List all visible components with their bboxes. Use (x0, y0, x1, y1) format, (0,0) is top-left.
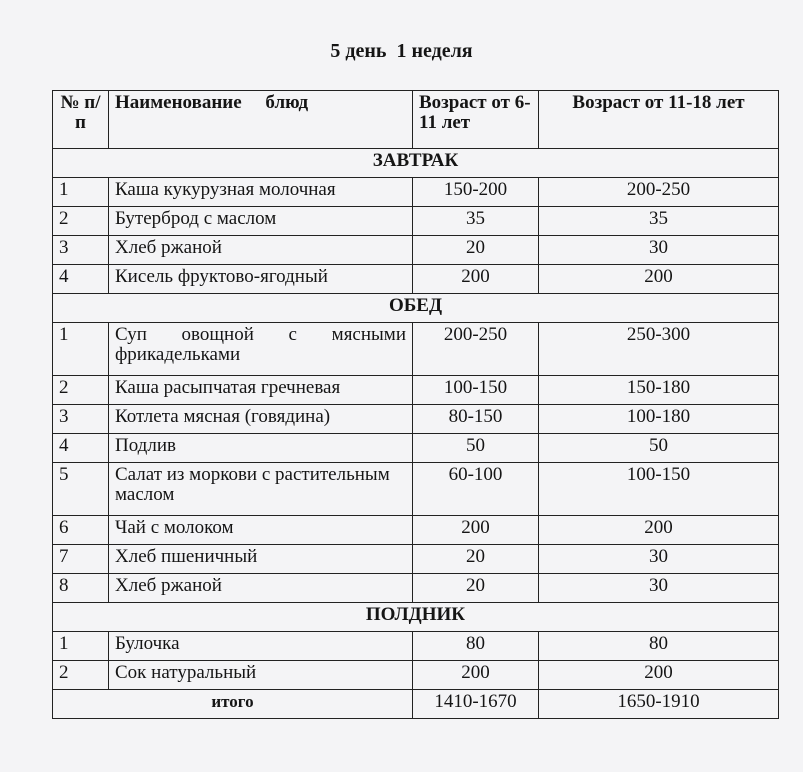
section-row-breakfast (53, 149, 779, 178)
portion-11-18: 150-180 (539, 376, 779, 405)
section-row-snack (53, 603, 779, 632)
section-title: ЗАВТРАК (53, 149, 779, 178)
row-num: 3 (53, 405, 109, 434)
header-age-6-11: Возраст от 6-11 лет (413, 91, 539, 149)
portion-11-18: 200-250 (539, 178, 779, 207)
section-title: ОБЕД (53, 294, 779, 323)
dish-name: Сок натуральный (109, 661, 413, 690)
portion-11-18: 30 (539, 574, 779, 603)
row-num: 2 (53, 207, 109, 236)
total-6-11: 1410-1670 (413, 690, 539, 719)
table-row (53, 178, 779, 207)
dish-name: Котлета мясная (говядина) (109, 405, 413, 434)
row-num: 4 (53, 434, 109, 463)
table-row (53, 265, 779, 294)
total-label: итого (53, 690, 413, 719)
portion-6-11: 60-100 (413, 463, 539, 516)
portion-11-18: 100-180 (539, 405, 779, 434)
dish-name: Кисель фруктово-ягодный (109, 265, 413, 294)
portion-6-11: 100-150 (413, 376, 539, 405)
table-row (53, 463, 779, 516)
header-num: № п/п (53, 91, 109, 149)
dish-name: Каша расыпчатая гречневая (109, 376, 413, 405)
table-row (53, 574, 779, 603)
page-title: 5 день 1 неделя (330, 40, 473, 62)
menu-table (52, 90, 779, 719)
portion-6-11: 150-200 (413, 178, 539, 207)
portion-6-11: 80 (413, 632, 539, 661)
row-num: 6 (53, 516, 109, 545)
portion-11-18: 35 (539, 207, 779, 236)
portion-11-18: 250-300 (539, 323, 779, 376)
portion-6-11: 80-150 (413, 405, 539, 434)
portion-11-18: 200 (539, 265, 779, 294)
dish-name: Бутерброд с маслом (109, 207, 413, 236)
table-row (53, 632, 779, 661)
portion-11-18: 100-150 (539, 463, 779, 516)
dish-name: Каша кукурузная молочная (109, 178, 413, 207)
row-num: 1 (53, 178, 109, 207)
portion-11-18: 50 (539, 434, 779, 463)
row-num: 4 (53, 265, 109, 294)
portion-11-18: 200 (539, 516, 779, 545)
total-11-18: 1650-1910 (539, 690, 779, 719)
row-num: 8 (53, 574, 109, 603)
row-num: 1 (53, 632, 109, 661)
portion-11-18: 80 (539, 632, 779, 661)
table-row (53, 516, 779, 545)
header-name: Наименование блюд (109, 91, 413, 149)
row-num: 5 (53, 463, 109, 516)
portion-6-11: 20 (413, 236, 539, 265)
table-row (53, 323, 779, 376)
table-row (53, 434, 779, 463)
table-row (53, 661, 779, 690)
row-num: 3 (53, 236, 109, 265)
portion-6-11: 20 (413, 545, 539, 574)
dish-name: Суп овощной с мясными фрикадельками (109, 323, 413, 376)
portion-11-18: 200 (539, 661, 779, 690)
row-num: 1 (53, 323, 109, 376)
section-row-lunch (53, 294, 779, 323)
table-row (53, 207, 779, 236)
row-num: 2 (53, 376, 109, 405)
dish-name: Чай с молоком (109, 516, 413, 545)
portion-6-11: 200 (413, 661, 539, 690)
table-header-row (53, 91, 779, 149)
table-row (53, 376, 779, 405)
table-row (53, 236, 779, 265)
portion-6-11: 35 (413, 207, 539, 236)
table-row (53, 545, 779, 574)
portion-6-11: 50 (413, 434, 539, 463)
table-row (53, 405, 779, 434)
dish-name: Подлив (109, 434, 413, 463)
portion-6-11: 200 (413, 265, 539, 294)
row-num: 2 (53, 661, 109, 690)
section-title: ПОЛДНИК (53, 603, 779, 632)
portion-11-18: 30 (539, 545, 779, 574)
dish-name: Хлеб ржаной (109, 236, 413, 265)
dish-name: Салат из моркови с растительным маслом (109, 463, 413, 516)
row-num: 7 (53, 545, 109, 574)
dish-name: Хлеб пшеничный (109, 545, 413, 574)
portion-6-11: 200 (413, 516, 539, 545)
header-age-11-18: Возраст от 11-18 лет (539, 91, 779, 149)
portion-6-11: 200-250 (413, 323, 539, 376)
portion-11-18: 30 (539, 236, 779, 265)
portion-6-11: 20 (413, 574, 539, 603)
dish-name: Булочка (109, 632, 413, 661)
dish-name: Хлеб ржаной (109, 574, 413, 603)
total-row (53, 690, 779, 719)
